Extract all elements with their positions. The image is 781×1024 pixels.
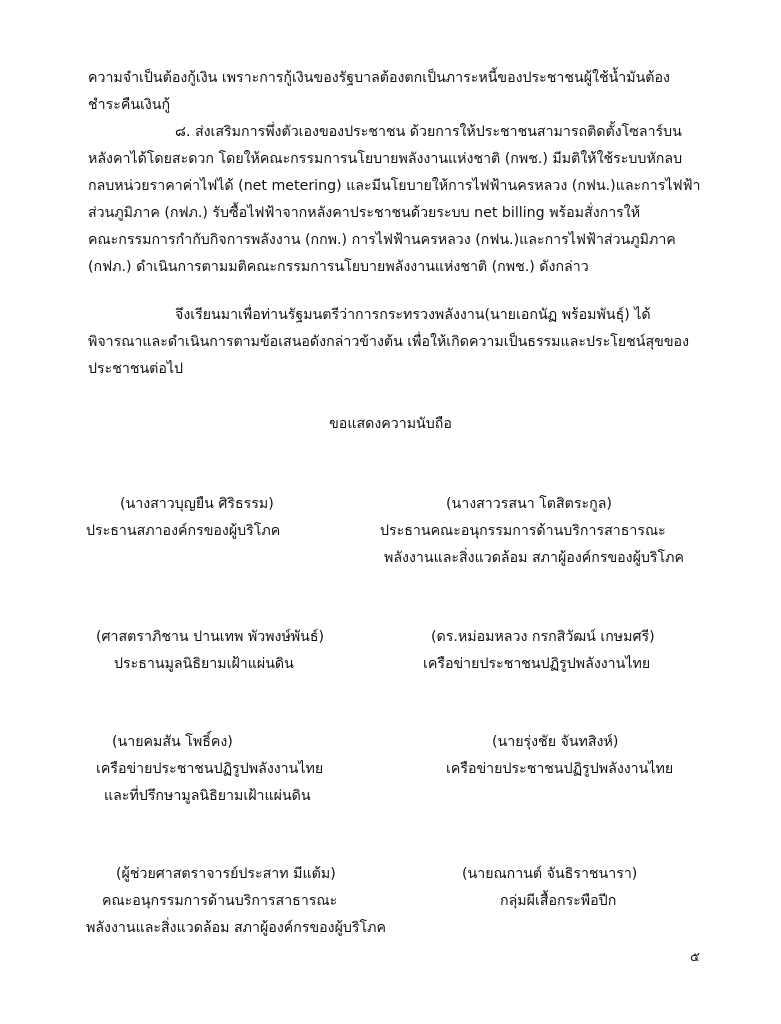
signatory-role: คณะอนุกรรมการด้านบริการสาธารณะ — [102, 893, 338, 909]
body-line-3: ๘. ส่งเสริมการพึ่งตัวเองของประชาชน ด้วยการให้ประชาชนสามารถติดตั้งโซลาร์บน — [175, 124, 682, 140]
signatory-role: เครือข่ายประชาชนปฏิรูปพลังงานไทย — [423, 656, 651, 672]
body-line-5: กลบหน่วยราคาค่าไฟได้ (net metering) และมีนโยบายให้การไฟฟ้านครหลวง (กฟน.)และการไฟฟ้า — [88, 178, 701, 194]
signatory-name: (นายรุ่งชัย จันทสิงห์) — [492, 734, 619, 750]
body-line-2: ชำระคืนเงินกู้ — [88, 97, 171, 113]
signatory-role: พลังงานและสิ่งแวดล้อม สภาผู้องค์กรของผู้บริโภค — [384, 550, 685, 566]
signatory-name: (นายคมสัน โพธิ์คง) — [112, 734, 233, 750]
signatory-name: (นางสาวบุญยืน ศิริธรรม) — [120, 496, 274, 512]
body-line-11: ประชาชนต่อไป — [88, 361, 184, 377]
signatory-name: (นางสาวรสนา โตสิตระกูล) — [446, 496, 612, 512]
signatory-role: ประธานมูลนิธิยามเฝ้าแผ่นดิน — [114, 656, 294, 672]
signatory-role: ประธานสภาองค์กรของผู้บริโภค — [86, 523, 281, 539]
signatory-role: และที่ปรึกษามูลนิธิยามเฝ้าแผ่นดิน — [104, 788, 311, 804]
body-line-7: คณะกรรมการกำกับกิจการพลังงาน (กกพ.) การไฟฟ้านครหลวง (กฟน.)และการไฟฟ้าส่วนภูมิภาค — [88, 232, 676, 248]
signatory-role: เครือข่ายประชาชนปฏิรูปพลังงานไทย — [446, 761, 674, 777]
body-line-6: ส่วนภูมิภาค (กฟภ.) รับซื้อไฟฟ้าจากหลังคาประชาชนด้วยระบบ net billing พร้อมสั่งการให้ — [88, 205, 641, 221]
signatory-role: เครือข่ายประชาชนปฏิรูปพลังงานไทย — [96, 761, 324, 777]
signatory-role: กลุ่มผีเสื้อกระพือปีก — [500, 893, 617, 909]
page-number: ๕ — [690, 950, 700, 965]
signatory-role: พลังงานและสิ่งแวดล้อม สภาผู้องค์กรของผู้บริโภค — [86, 920, 387, 936]
body-line-9: จึงเรียนมาเพื่อท่านรัฐมนตรีว่าการกระทรวงพลังงาน(นายเอกนัฏ พร้อมพันธุ์) ได้ — [175, 307, 651, 323]
body-line-10: พิจารณาและดำเนินการตามข้อเสนอดังกล่าวข้างต้น เพื่อให้เกิดความเป็นธรรมและประโยชน์สุขของ — [88, 334, 690, 350]
signatory-name: (ผู้ช่วยศาสตราจารย์ประสาท มีแต้ม) — [116, 866, 336, 882]
body-line-1: ความจำเป็นต้องกู้เงิน เพราะการกู้เงินของรัฐบาลต้องตกเป็นภาระหนี้ของประชาชนผู้ใช้น้ำมันต้อง — [88, 70, 670, 86]
signatory-role: ประธานคณะอนุกรรมการด้านบริการสาธารณะ — [380, 523, 666, 539]
body-line-8: (กฟภ.) ดำเนินการตามมติคณะกรรมการนโยบายพลังงานแห่งชาติ (กพช.) ดังกล่าว — [88, 259, 589, 275]
closing-text: ขอแสดงความนับถือ — [329, 416, 452, 432]
signatory-name: (นายณกานต์ จันธิราชนารา) — [462, 866, 638, 882]
body-line-4: หลังคาได้โดยสะดวก โดยให้คณะกรรมการนโยบายพลังงานแห่งชาติ (กพช.) มีมติให้ใช้ระบบหักลบ — [88, 151, 683, 167]
signatory-name: (ศาสตราภิชาน ปานเทพ พัวพงษ์พันธ์) — [96, 629, 325, 645]
signatory-name: (ดร.หม่อมหลวง กรกสิวัฒน์ เกษมศรี) — [431, 629, 655, 645]
